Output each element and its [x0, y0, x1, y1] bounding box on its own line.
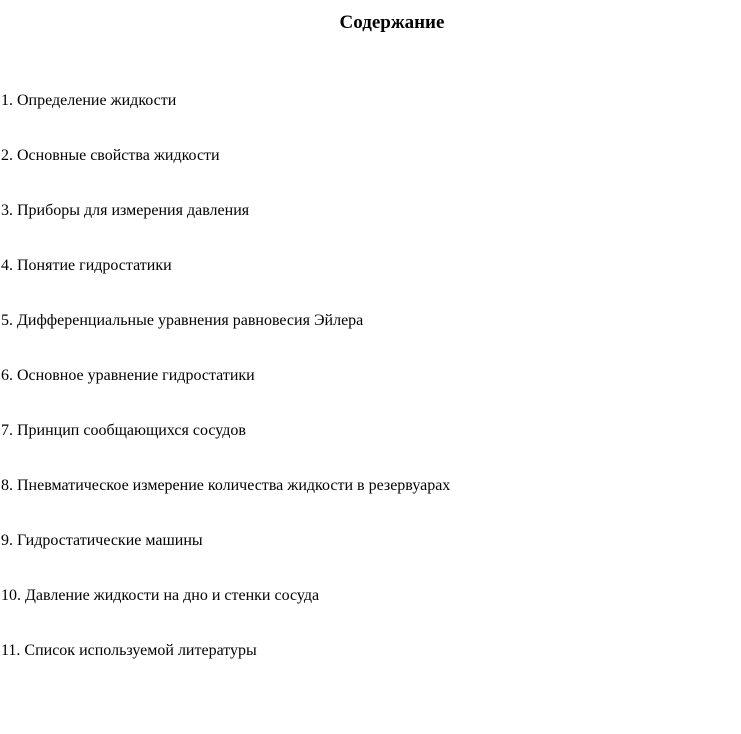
toc-item-10: 10. Давление жидкости на дно и стенки сосуда	[1, 587, 320, 604]
toc-item-8: 8. Пневматическое измерение количества жидкости в резервуарах	[1, 477, 451, 494]
toc-item-1: 1. Определение жидкости	[1, 92, 177, 109]
toc-item-3: 3. Приборы для измерения давления	[1, 202, 250, 219]
table-of-contents	[1, 90, 450, 695]
toc-item-2: 2. Основные свойства жидкости	[1, 147, 220, 164]
toc-item-11: 11. Список используемой литературы	[1, 642, 257, 659]
toc-item-4: 4. Понятие гидростатики	[1, 257, 172, 274]
toc-item-9: 9. Гидростатические машины	[1, 532, 203, 549]
toc-item-6: 6. Основное уравнение гидростатики	[1, 367, 255, 384]
toc-item-5: 5. Дифференциальные уравнения равновесия Эйлера	[1, 312, 364, 329]
toc-item-7: 7. Принцип сообщающихся сосудов	[1, 422, 246, 439]
page-title: Содержание	[339, 12, 445, 33]
